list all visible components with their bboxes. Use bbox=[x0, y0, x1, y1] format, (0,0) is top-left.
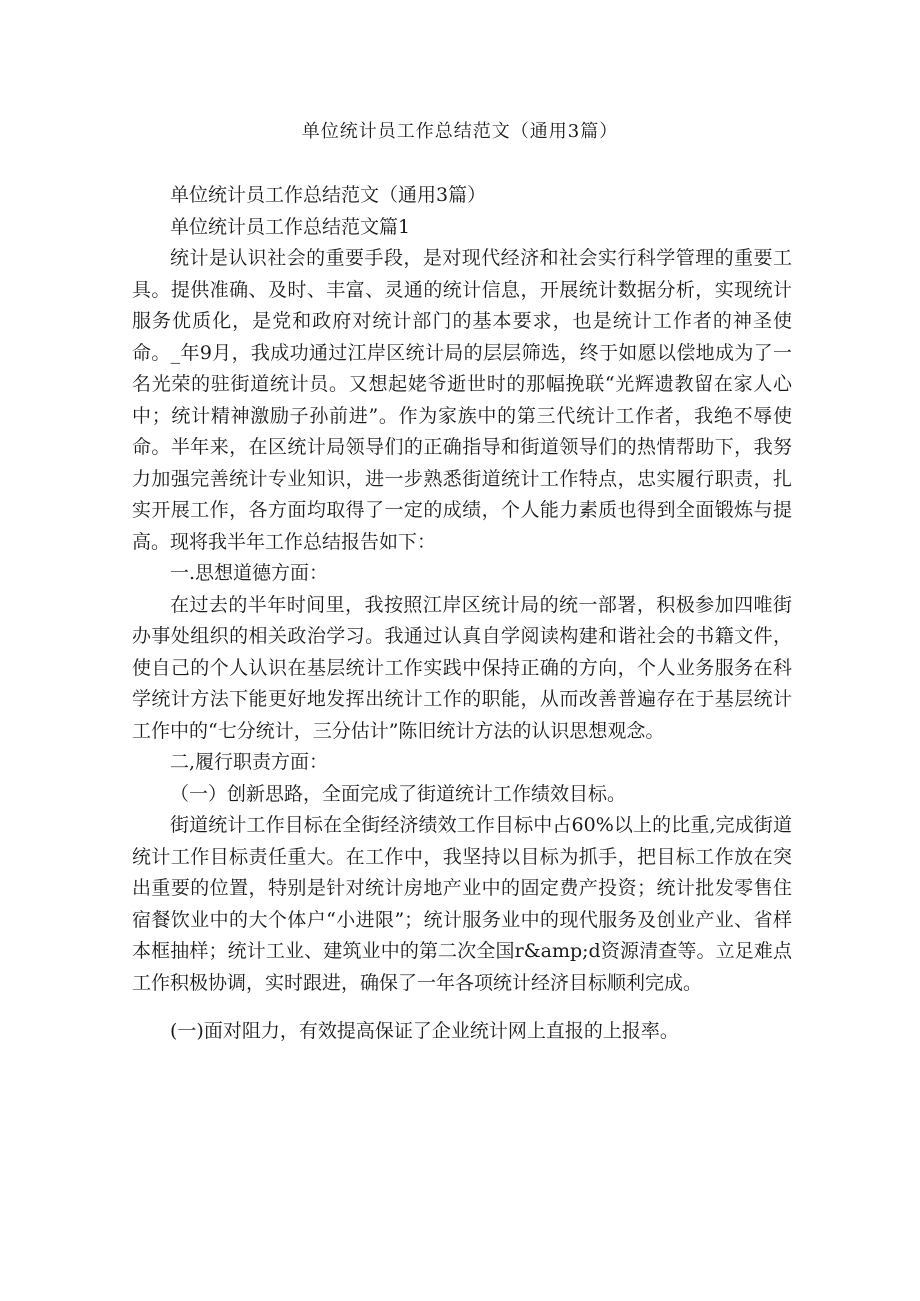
paragraph-section-heading: 单位统计员工作总结范文篇1 bbox=[170, 215, 411, 238]
document-title: 单位统计员工作总结范文（通用3篇） bbox=[301, 121, 619, 142]
paragraph-title-repeat: 单位统计员工作总结范文（通用3篇） bbox=[170, 184, 487, 206]
paragraph-intro: 统计是认识社会的重要手段，是对现代经济和社会实行科学管理的重要工具。提供准确、及时、丰富、灵通的统计信息，开展统计数据分析，实现统计服务优质化，是党和政府对统计部门的基本要求，也是统计工作者的神圣使命。_年9月，我成功通过江岸区统计局的层层筛选，终于如愿以偿地成为了一名光荣的驻街道统计员。又想起姥爷逝世时的那幅挽联“光辉遗教留在家人心中；统计精神激励子孙前进”。作为家族中的第三代统计工作者，我绝不辱使命。半年来，在区统计局领导们的正确指导和街道领导们的热情帮助下，我努力加强完善统计专业知识，进一步熟悉街道统计工作特点，忠实履行职责，扎实开展工作，各方面均取得了一定的成绩，个人能力素质也得到全面锻炼与提高。现将我半年工作总结报告如下： bbox=[132, 247, 792, 553]
paragraph-heading-duties: 二,履行职责方面： bbox=[170, 751, 329, 773]
paragraph-subheading-resistance: (一)面对阻力，有效提高保证了企业统计网上直报的上报率。 bbox=[170, 1020, 679, 1042]
paragraph-goals: 街道统计工作目标在全街经济绩效工作目标中占60%以上的比重,完成街道统计工作目标责任重大。在工作中，我坚持以目标为抓手，把目标工作放在突出重要的位置，特别是针对统计房地产业中的固定费产投资；统计批发零售住宿餐饮业中的大个体户“小进限”；统计服务业中的现代服务及创业产业、省样本框抽样；统计工业、建筑业中的第二次全国r&amp;d资源清查等。立足难点工作积极协调，实时跟进，确保了一年各项统计经济目标顺利完成。 bbox=[132, 814, 792, 994]
paragraph-subheading-innovation: （一）创新思路，全面完成了街道统计工作绩效目标。 bbox=[170, 782, 627, 805]
paragraph-heading-ideology: 一.思想道德方面： bbox=[170, 562, 329, 584]
document-body bbox=[132, 180, 792, 1048]
paragraph-ideology: 在过去的半年时间里，我按照江岸区统计局的统一部署，积极参加四唯街办事处组织的相关政治学习。我通过认真自学阅读构建和谐社会的书籍文件，使自己的个人认识在基层统计工作实践中保持正确的方向，个人业务服务在科学统计方法下能更好地发挥出统计工作的职能，从而改善普遍存在于基层统计工作中的“七分统计，三分估计”陈旧统计方法的认识思想观念。 bbox=[132, 593, 792, 742]
